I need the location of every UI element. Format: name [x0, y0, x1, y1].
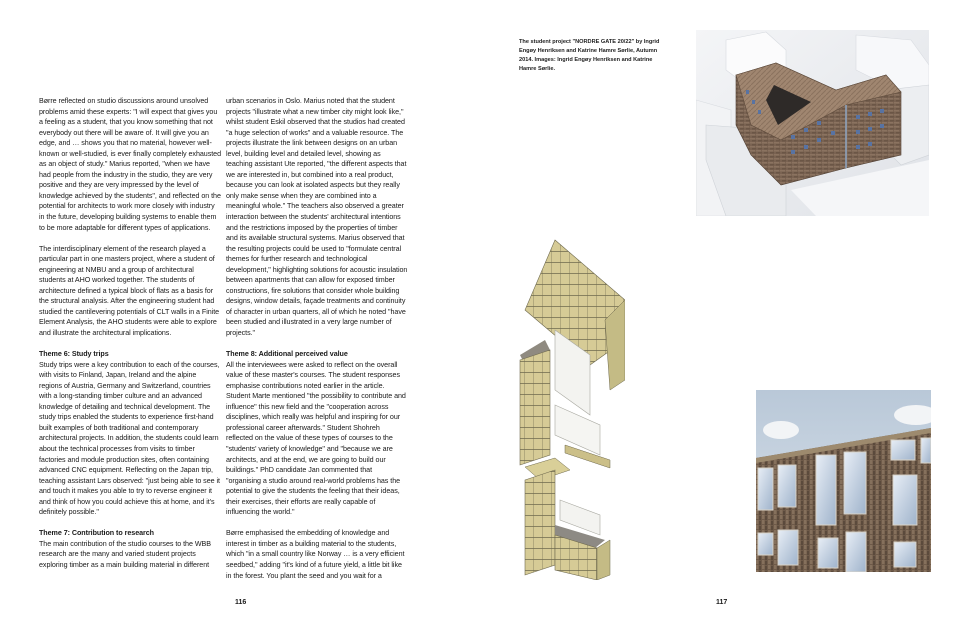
section-heading: Theme 8: Additional perceived value [226, 350, 348, 359]
text-column-2 [226, 96, 408, 592]
figure-caption: The student project "NORDRE GATE 20/22" by Ingrid Engøy Henriksen and Katrine Hamre Sørlie, Autumn 2014. Images: Ingrid Engøy Henriksen and Katrine Hamre Sørlie. [519, 39, 660, 73]
section-heading: Theme 6: Study trips [39, 350, 109, 359]
aerial-model-illustration [696, 30, 929, 216]
body-paragraph: All the interviewees were asked to reflect on the overall value of these master's courses. The student responses emphasise contributions noted earlier in the article. Student Marte mentioned "the possibility to contribute and influence" this new field and the "cooperation across disciplines, which really was helpful and inspiring for our professional career afterwards." Student Shohreh reflected on the value of these types of courses to the "students' variety of knowledge" and "because we are architects, and at the end, we are going to build our buildings." PhD candidate Jan commented that "organising a studio around real-world problems has the potential to give the students the feeling that their ideas, their exercises, their efforts are really capable of influencing the world." [226, 360, 406, 517]
page-number: 116 [235, 599, 247, 606]
exploded-axonometric-illustration [515, 230, 625, 580]
text-column-1 [39, 96, 221, 581]
facade-render-image [756, 390, 931, 572]
wall-detail-drawing [515, 230, 625, 580]
body-paragraph: urban scenarios in Oslo. Marius noted that the student projects "illustrate what a new timber city might look like," whilst student Eskil observed that the studios had created "a huge selection of works" and a valuable resource. The projects illustrate the link between designs on an urban level, building level and detailed level, showing as teaching assistant Ute reported, "the different aspects that we are interested in, but combined into a real product, because you can look at isolated aspects but they really only make sense when they are combined into a meaningful whole." The teachers also observed a greater interaction between the students' architectural intentions and the restrictions imposed by the properties of timber and its available structural systems. Marius observed that the resulting projects could be used to "formulate central themes for further research and technological development," highlighting solutions for acoustic insulation between apartments that can allow for exposed timber constructions, fire solutions that consider whole building designs, window details, façade treatments and continuity of character in urban quarters, all of which he noted "have been studied and illustrated in a very large number of projects." [226, 97, 408, 338]
aerial-model-image [696, 30, 929, 216]
body-paragraph: The interdisciplinary element of the research played a particular part in one masters project, where a student of engineering at NMBU and a group of architectural students at AHO worked together. The students of architecture defined a typical block of flats as a basis for the structural analysis. After the engineering student had studied the cantilevering potentials of CLT walls in a Finite Element Analysis, the AHO students were able to explore and illustrate the architectural implications. [39, 244, 220, 337]
body-paragraph: Study trips were a key contribution to each of the courses, with visits to Finland, Japan, Ireland and the alpine regions of Austria, Germany and Switzerland, countries with a long-standing timber culture and an advanced knowledge of detailing and technical development. The study trips enabled the students to experience first-hand built examples of both traditional and contemporary architectural projects. In addition, the students could learn about the technical processes from visits to timber factories and module production sites, often containing advanced CNC equipment. Reflecting on the Japan trip, teaching assistant Lars observed: "just being able to see it and touch it makes you able to try to reverse engineer it and think of how you could achieve this at home, and it's definitely possible." [39, 360, 220, 517]
body-paragraph: Børre emphasised the embedding of knowledge and interest in timber as a building material to the students, which "in a small country like Norway … is a very efficient seedbed," adding "it's kind of a future yield, a little bit like in the forest. You plant the seed and you wait for a [226, 529, 405, 580]
facade-render-illustration [756, 390, 931, 572]
page-number: 117 [716, 599, 728, 606]
body-paragraph: Børre reflected on studio discussions around unsolved problems amid these experts: "I will expect that gives you a feeling as a student, that you know something that not everybody out there will be aware of. It will give you an edge, and … shows you that no material, however well-known or well-studied, is ever finally completely exhausted as an object of study." Marius reported, "when we have had people from the industry in the studio, they are very positive and they are very impressed by the level of knowledge achieved by the students", and reflected on the potential for architects to work more closely with industry in the future, developing building systems to enable them to be more adaptable for different types of applications. [39, 97, 222, 232]
section-heading: Theme 7: Contribution to research [39, 529, 154, 538]
body-paragraph: The main contribution of the studio courses to the WBB research are the many and varied student projects exploring timber as a main building material in different [39, 539, 211, 569]
